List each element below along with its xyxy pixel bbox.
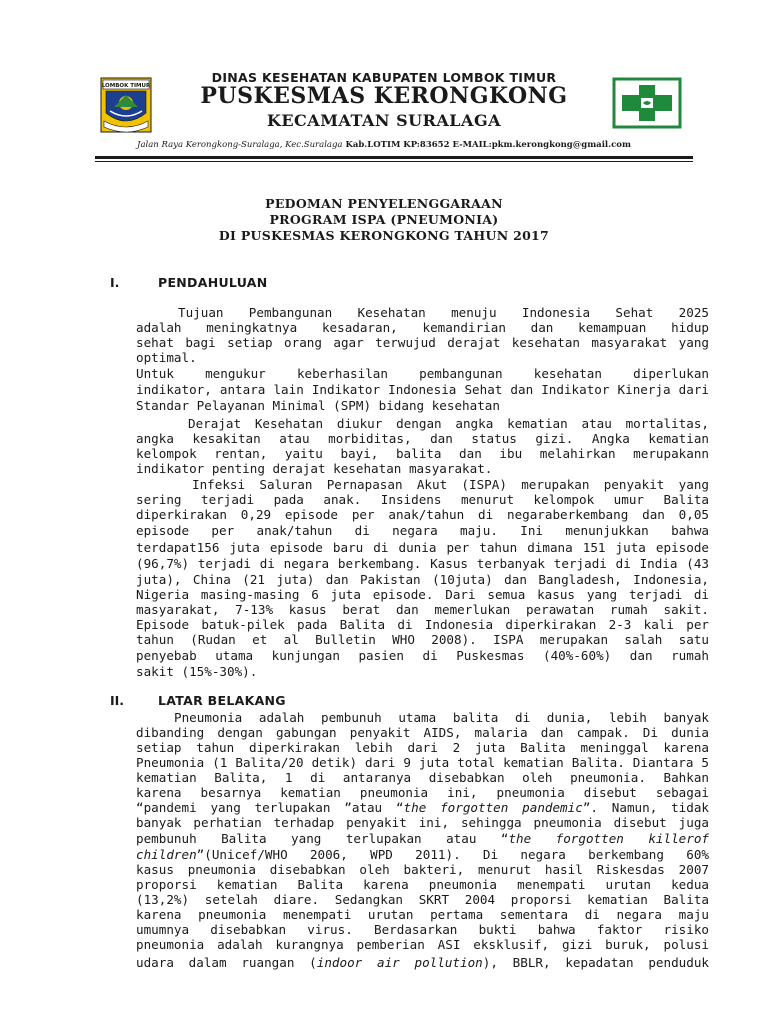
- body-text: “pandemi yang terlupakan ”atau “: [136, 800, 404, 815]
- body-line: (13,2%) setelah diare. Sedangkan SKRT 2004 proporsi kematian Balita: [136, 892, 709, 907]
- body-text: pembunuh Balita yang terlupakan atau “: [136, 831, 509, 846]
- body-line: sehat bagi setiap orang agar terwujud derajat kesehatan masyarakat yang: [136, 335, 709, 350]
- body-line: karena pneumonia menempati urutan pertama sementara di negara maju: [136, 907, 709, 922]
- letterhead-rule-thin: [95, 161, 693, 162]
- body-line: karena besarnya kematian pneumonia ini, pneumonia disebut sebagai: [136, 785, 709, 800]
- body-line: indikator, antara lain Indikator Indonesia Sehat dan Indikator Kinerja dari: [136, 382, 709, 397]
- body-line: penyebab utama kunjungan pasien di Puskesmas (40%-60%) dan rumah: [136, 648, 709, 663]
- emphasis-text: indoor air pollution: [316, 955, 483, 970]
- body-line: proporsi kematian Balita karena pneumonia menempati urutan kedua: [136, 877, 709, 892]
- letterhead-rule-thick: [95, 156, 693, 159]
- body-text: ”(Unicef/WHO 2006, WPD 2011). Di negara berkembang 60%: [196, 847, 709, 862]
- body-line: indikator penting derajat kesehatan masyarakat.: [136, 461, 493, 476]
- body-line: dibanding dengan gabungan penyakit AIDS, malaria dan campak. Di dunia: [136, 725, 709, 740]
- body-line: [136, 800, 709, 815]
- body-line: sering terjadi pada anak. Insidens menurut kelompok umur Balita: [136, 492, 709, 507]
- address-details: Kab.LOTIM KP:83652 E-MAIL:pkm.kerongkong@gmail.com: [342, 140, 631, 150]
- body-line: setiap tahun diperkirakan lebih dari 2 juta Balita meninggal karena: [136, 740, 709, 755]
- body-line: episode per anak/tahun di negara maju. Ini menunjukkan bahwa: [136, 523, 709, 538]
- body-line: tahun (Rudan et al Bulletin WHO 2008). ISPA merupakan salah satu: [136, 632, 709, 647]
- body-line: pneumonia adalah kurangnya pemberian ASI eksklusif, gizi buruk, polusi: [136, 937, 709, 952]
- body-line: Tujuan Pembangunan Kesehatan menuju Indonesia Sehat 2025: [178, 305, 709, 320]
- letterhead-address: [0, 140, 768, 150]
- body-line: kasus pneumonia disebabkan oleh bakteri, menurut hasil Riskesdas 2007: [136, 862, 709, 877]
- emphasis-text: the forgotten pandemic: [403, 800, 583, 815]
- section-heading: PENDAHULUAN: [158, 275, 268, 290]
- doc-title-line2: PROGRAM ISPA (PNEUMONIA): [269, 212, 499, 227]
- body-line: sakit (15%-30%).: [136, 664, 258, 679]
- address-street: Jalan Raya Kerongkong-Suralaga, Kec.Suralaga: [137, 140, 343, 150]
- doc-title-line1: PEDOMAN PENYELENGGARAAN: [265, 196, 503, 211]
- section-number: I.: [110, 275, 120, 290]
- body-text: ), BBLR, kepadatan penduduk: [482, 955, 709, 970]
- body-line: angka kesakitan atau morbiditas, dan status gizi. Angka kematian: [136, 431, 709, 446]
- section-heading: LATAR BELAKANG: [158, 693, 286, 708]
- logo-left-label: LOMBOK TIMUR: [101, 83, 151, 89]
- body-line: Untuk mengukur keberhasilan pembangunan kesehatan diperlukan: [136, 366, 709, 381]
- body-line: [136, 955, 709, 970]
- body-line: terdapat156 juta episode baru di dunia per tahun dimana 151 juta episode: [136, 540, 709, 555]
- body-line: optimal.: [136, 350, 197, 365]
- body-line: (96,7%) terjadi di negara berkembang. Kasus terbanyak terjadi di India (43: [136, 556, 709, 571]
- body-line: kelompok rentan, yaitu bayi, balita dan ibu melahirkan merupakann: [136, 446, 709, 461]
- body-line: [136, 847, 709, 862]
- agency-name: DINAS KESEHATAN KABUPATEN LOMBOK TIMUR: [211, 70, 557, 85]
- body-text: udara dalam ruangan (: [136, 955, 317, 970]
- puskesmas-cross-icon: [612, 77, 682, 129]
- body-line: Nigeria masing-masing 6 juta episode. Dari semua kasus yang terjadi di: [136, 587, 709, 602]
- body-line: Derajat Kesehatan diukur dengan angka kematian atau mortalitas,: [188, 416, 709, 431]
- body-line: umumnya disebabkan virus. Berdasarkan bukti bahwa faktor risiko: [136, 922, 709, 937]
- body-line: banyak perhatian terhadap penyakit ini, sehingga pneumonia disebut juga: [136, 815, 709, 830]
- puskesmas-name: PUSKESMAS KERONGKONG: [200, 83, 568, 109]
- body-line: Infeksi Saluran Pernapasan Akut (ISPA) merupakan penyakit yang: [192, 477, 709, 492]
- body-line: kematian Balita, 1 di antaranya disebabkan oleh pneumonia. Bahkan: [136, 770, 709, 785]
- body-line: Pneumonia (1 Balita/20 detik) dari 9 juta total kematian Balita. Diantara 5: [136, 755, 709, 770]
- body-line: Pneumonia adalah pembunuh utama balita di dunia, lebih banyak: [174, 710, 709, 725]
- body-line: adalah meningkatnya kesadaran, kemandirian dan kemampuan hidup: [136, 320, 709, 335]
- emphasis-text: children: [136, 847, 197, 862]
- body-line: juta), China (21 juta) dan Pakistan (10juta) dan Bangladesh, Indonesia,: [136, 572, 709, 587]
- doc-title-line3: DI PUSKESMAS KERONGKONG TAHUN 2017: [218, 228, 550, 243]
- body-line: masyarakat, 7-13% kasus berat dan memerlukan perawatan rumah sakit.: [136, 602, 709, 617]
- body-line: Episode batuk-pilek pada Balita di Indonesia diperkirakan 2-3 kali per: [136, 617, 709, 632]
- section-number: II.: [110, 693, 125, 708]
- emphasis-text: the forgotten killerof: [508, 831, 709, 846]
- body-line: diperkirakan 0,29 episode per anak/tahun di negaraberkembang dan 0,05: [136, 507, 709, 522]
- body-line: [136, 831, 709, 846]
- body-text: ”. Namun, tidak: [582, 800, 709, 815]
- body-line: Standar Pelayanan Minimal (SPM) bidang kesehatan: [136, 398, 500, 413]
- district-name: KECAMATAN SURALAGA: [266, 111, 502, 130]
